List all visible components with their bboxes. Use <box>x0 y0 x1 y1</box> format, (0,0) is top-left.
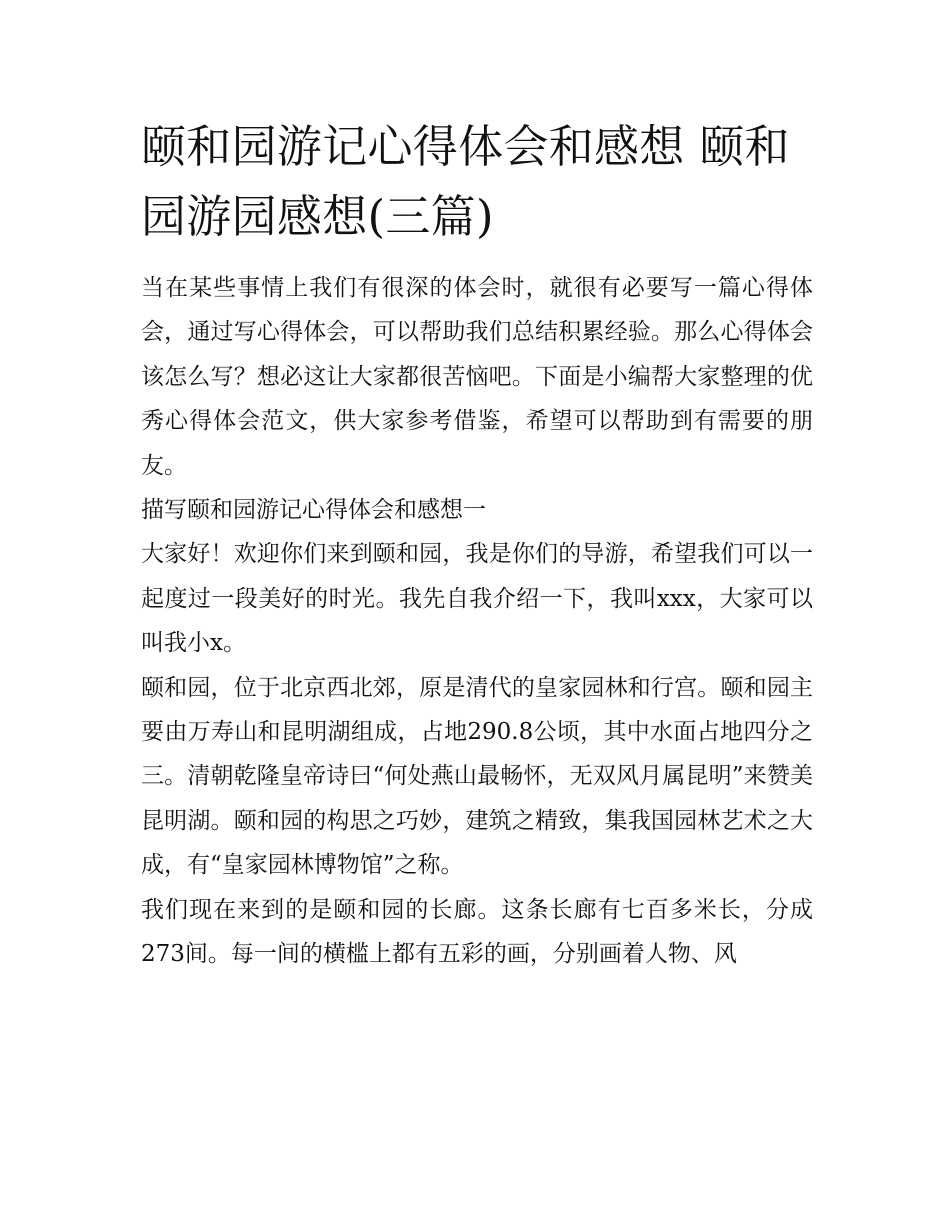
document-title: 颐和园游记心得体会和感想 颐和园游园感想(三篇) <box>141 120 790 243</box>
long-corridor-paragraph: 我们现在来到的是颐和园的长廊。这条长廊有七百多米长，分成273间。每一间的横槛上都有五彩的画，分别画着人物、风 <box>141 896 813 968</box>
greeting-paragraph: 大家好！欢迎你们来到颐和园，我是你们的导游，希望我们可以一起度过一段美好的时光。我先自我介绍一下，我叫xxx，大家可以叫我小x。 <box>141 541 813 657</box>
section-heading: 描写颐和园游记心得体会和感想一 <box>141 497 486 524</box>
document-body <box>141 112 813 977</box>
summer-palace-intro-paragraph: 颐和园，位于北京西北郊，原是清代的皇家园林和行宫。颐和园主要由万寿山和昆明湖组成，占地290.8公顷，其中水面占地四分之三。清朝乾隆皇帝诗曰“何处燕山最畅怀，无双风月属昆明”来赞美昆明湖。颐和园的构思之巧妙，建筑之精致，集我国园林艺术之大成，有“皇家园林博物馆”之称。 <box>141 674 813 879</box>
intro-paragraph: 当在某些事情上我们有很深的体会时，就很有必要写一篇心得体会，通过写心得体会，可以帮助我们总结积累经验。那么心得体会该怎么写？想必这让大家都很苦恼吧。下面是小编帮大家整理的优秀心得体会范文，供大家参考借鉴，希望可以帮助到有需要的朋友。 <box>141 275 813 479</box>
